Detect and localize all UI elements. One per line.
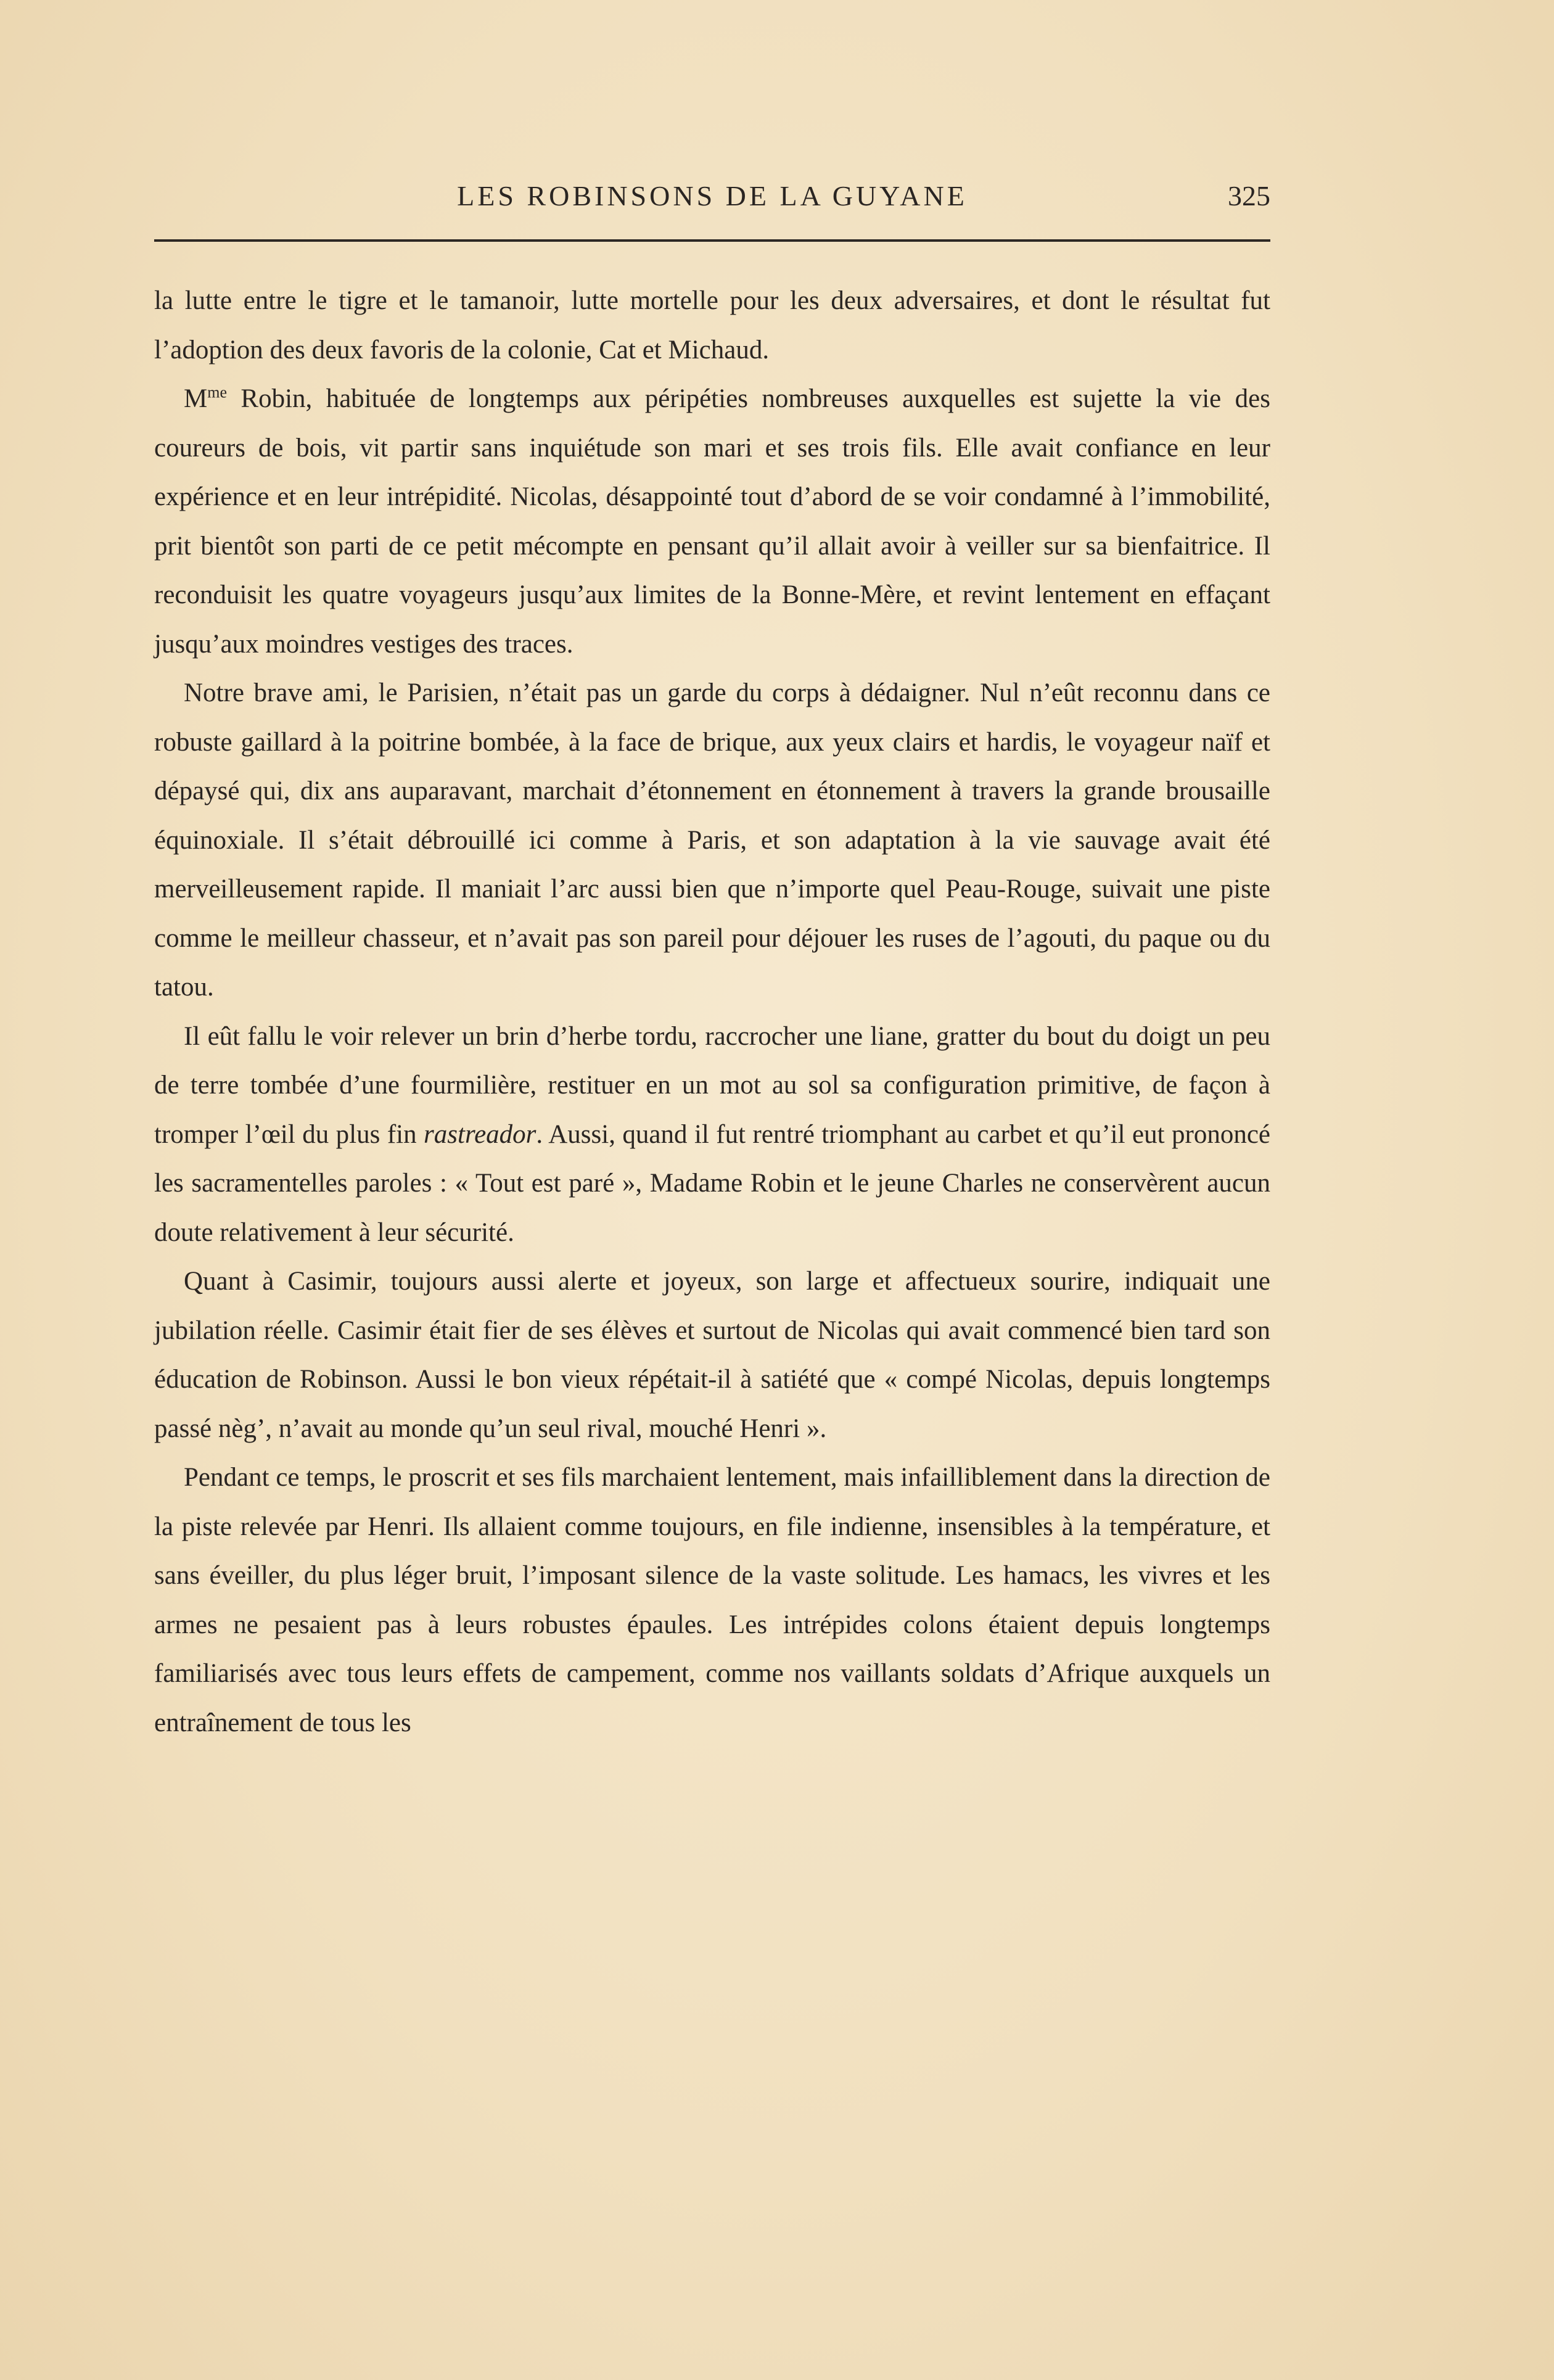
page-header (154, 178, 1270, 215)
title-abbrev: M (184, 384, 208, 413)
italic-term: rastreador (424, 1119, 536, 1149)
page-number: 325 (1228, 180, 1270, 212)
title-abbrev-superscript: me (207, 383, 227, 401)
paragraph-4-text-a: Il eût fallu le voir relever un brin d’herbe tordu, raccrocher une liane, gratter du bout du doigt un peu de terre tombée d’une fourmilière, restituer en un mot au sol sa configuration primitive, de façon à tromper l’œil du plus fin (154, 1021, 1270, 1149)
paragraph-2-text: Robin, habituée de longtemps aux péripéties nombreuses auxquelles est sujette la vie des coureurs de bois, vit partir sans inquiétude son mari et ses trois fils. Elle avait confiance en leur expérience et en leur intrépidité. Nicolas, désappointé tout d’abord de se voir condamné à l’immobilité, prit bientôt son parti de ce petit mécompte en pensant qu’il allait avoir à veiller sur sa bienfaitrice. Il reconduisit les quatre voyageurs jusqu’aux limites de la Bonne-Mère, et revint lentement en effaçant jusqu’aux moindres vestiges des traces. (154, 384, 1270, 659)
body-text (154, 276, 1270, 1747)
paragraph-4-text-b: . Aussi, quand il fut rentré triomphant au carbet et qu’il eut prononcé les sacramentelles paroles : « Tout est paré », Madame Robin et le jeune Charles ne conservèrent aucun doute relativement à leur sécurité. (154, 1119, 1271, 1247)
paragraph-3: Notre brave ami, le Parisien, n’était pas un garde du corps à dédaigner. Nul n’eût reconnu dans ce robuste gaillard à la poitrine bombée, à la face de brique, aux yeux clairs et hardis, le voyageur naïf et dépaysé qui, dix ans auparavant, marchait d’étonnement en étonnement à travers la grande brousaille équinoxiale. Il s’était débrouillé ici comme à Paris, et son adaptation à la vie sauvage avait été merveilleusement rapide. Il maniait l’arc aussi bien que n’importe quel Peau-Rouge, suivait une piste comme le meilleur chasseur, et n’avait pas son pareil pour déjouer les ruses de l’agouti, du paque ou du tatou. (154, 678, 1270, 1002)
paragraph-4 (154, 1012, 1270, 1258)
paragraph-6: Pendant ce temps, le proscrit et ses fils marchaient lentement, mais infailliblement dans la direction de la piste relevée par Henri. Ils allaient comme toujours, en file indienne, insensibles à la température, et sans éveiller, du plus léger bruit, l’imposant silence de la vaste solitude. Les hamacs, les vivres et les armes ne pesaient pas à leurs robustes épaules. Les intrépides colons étaient depuis longtemps familiarisés avec tous leurs effets de campement, comme nos vaillants soldats d’Afrique auxquels un entraînement de tous les (154, 1463, 1270, 1737)
header-rule (154, 239, 1270, 242)
paragraph-5: Quant à Casimir, toujours aussi alerte et joyeux, son large et affectueux sourire, indiquait une jubilation réelle. Casimir était fier de ses élèves et surtout de Nicolas qui avait commencé bien tard son éducation de Robinson. Aussi le bon vieux répétait-il à satiété que « compé Nicolas, depuis longtemps passé nèg’, n’avait au monde qu’un seul rival, mouché Henri ». (154, 1267, 1270, 1443)
paragraph-2 (154, 374, 1270, 669)
paragraph-1: la lutte entre le tigre et le tamanoir, lutte mortelle pour les deux adversaires, et dont le résultat fut l’adoption des deux favoris de la colonie, Cat et Michaud. (154, 286, 1270, 364)
running-title: LES ROBINSONS DE LA GUYANE (457, 180, 968, 212)
